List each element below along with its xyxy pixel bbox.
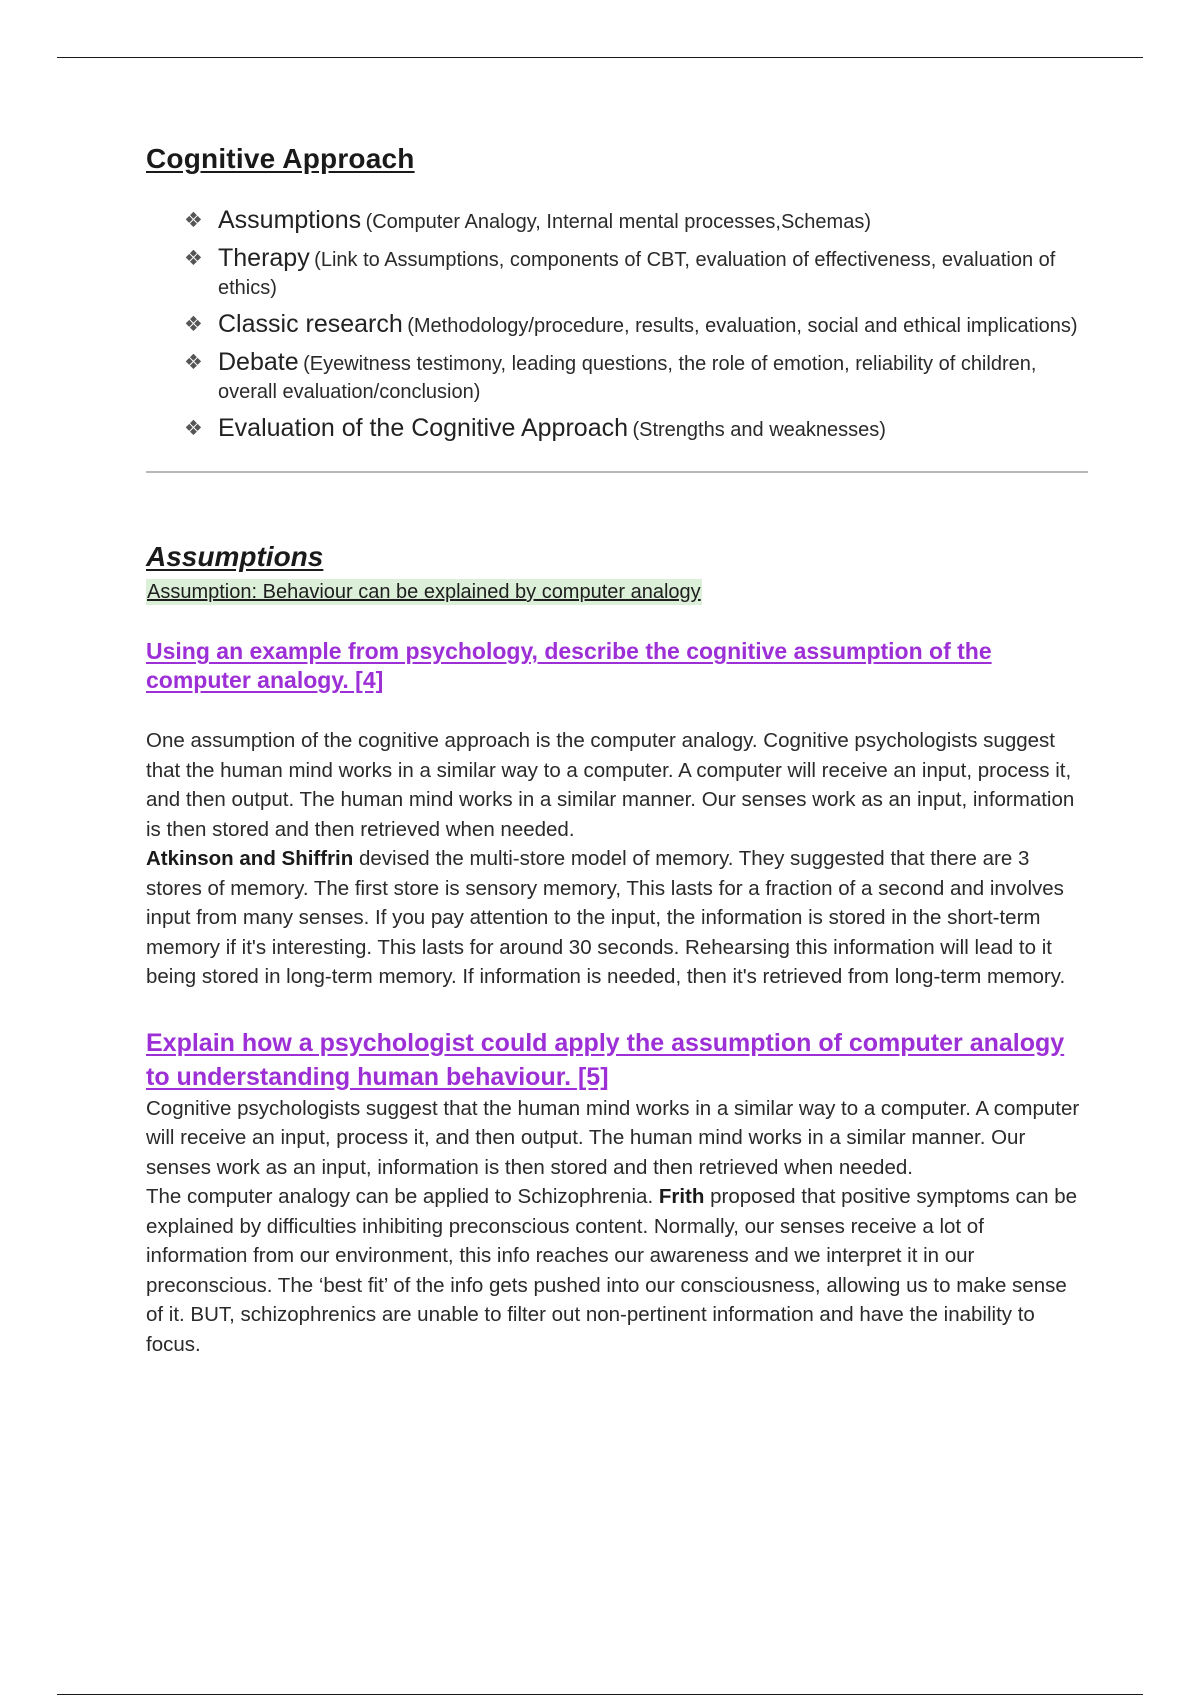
topic-detail: (Methodology/procedure, results, evaluation, social and ethical implications): [407, 315, 1078, 337]
paragraph-text: proposed that positive symptoms can be explained by difficulties inhibiting preconscious content. Normally, our senses receive a lot of information from our environment, this info reaches our awareness and we interpret it in our preconscious. The ‘best fit’ of the info gets pushed into our consciousness, allowing us to make sense of it. BUT, schizophrenics are unable to filter out non-pertinent information and have the inability to focus.: [146, 1185, 1078, 1356]
answer-paragraph: Cognitive psychologists suggest that the human mind works in a similar way to a computer. A computer will receive an input, process it, and then output. The human mind works in a similar manner. Our senses work as an input, information is then stored and then retrieved when needed.: [146, 1096, 1080, 1179]
paragraph-text: The computer analogy can be applied to Schizophrenia.: [146, 1185, 659, 1208]
topic-title: Debate: [218, 348, 299, 376]
page-title: Cognitive Approach: [146, 143, 415, 174]
list-item: [184, 245, 1086, 303]
paragraph-text: devised the multi-store model of memory. They suggested that there are 3 stores of memory. The first store is sensory memory, This lasts for a fraction of a second and involves input from many senses. If you pay attention to the input, the information is stored in the short-term memory if it's interesting. This lasts for around 30 seconds. Rehearsing this information will lead to it being stored in long-term memory. If information is needed, then it's retrieved from long-term memory.: [146, 847, 1066, 988]
list-item: [184, 207, 1086, 237]
researcher-name: Frith: [658, 1185, 705, 1208]
highlighted-assumption: Assumption: Behaviour can be explained by computer analogy: [147, 581, 701, 603]
topic-detail: (Computer Analogy, Internal mental processes,Schemas): [365, 211, 871, 233]
diamond-bullet-icon: ❖: [184, 417, 203, 440]
page-top-rule: [57, 57, 1143, 58]
answer-paragraph: [146, 844, 1086, 992]
page-bottom-rule: [57, 1694, 1143, 1695]
researcher-name: Atkinson and Shiffrin: [146, 847, 354, 870]
exam-question-1: Using an example from psychology, describe the cognitive assumption of the computer analogy. [4]: [146, 638, 992, 693]
section-heading-assumptions: Assumptions: [146, 541, 324, 572]
answer-paragraph: [146, 1182, 1086, 1359]
diamond-bullet-icon: ❖: [184, 351, 203, 374]
topic-title: Therapy: [218, 244, 310, 272]
topic-title: Assumptions: [218, 206, 362, 234]
diamond-bullet-icon: ❖: [184, 247, 203, 270]
list-item: [184, 415, 1086, 445]
answer-paragraph: One assumption of the cognitive approach is the computer analogy. Cognitive psychologists suggest that the human mind works in a similar way to a computer. A computer will receive an input, process it, and then output. The human mind works in a similar manner. Our senses work as an input, information is then stored and then retrieved when needed.: [146, 729, 1075, 841]
topic-title: Classic research: [218, 310, 403, 338]
section-divider: [146, 471, 1088, 473]
topic-title: Evaluation of the Cognitive Approach: [218, 414, 628, 442]
list-item: [184, 311, 1086, 341]
list-item: [184, 349, 1086, 407]
document-body: [146, 143, 1086, 1359]
topic-detail: (Eyewitness testimony, leading questions, the role of emotion, reliability of children, overall evaluation/conclusion): [218, 353, 1037, 403]
diamond-bullet-icon: ❖: [184, 313, 203, 336]
diamond-bullet-icon: ❖: [184, 209, 203, 232]
topic-detail: (Link to Assumptions, components of CBT, evaluation of effectiveness, evaluation of ethics): [218, 249, 1056, 299]
topics-list: [146, 207, 1086, 445]
topic-detail: (Strengths and weaknesses): [632, 419, 886, 441]
exam-question-2: Explain how a psychologist could apply the assumption of computer analogy to understanding human behaviour. [5]: [146, 1028, 1065, 1091]
